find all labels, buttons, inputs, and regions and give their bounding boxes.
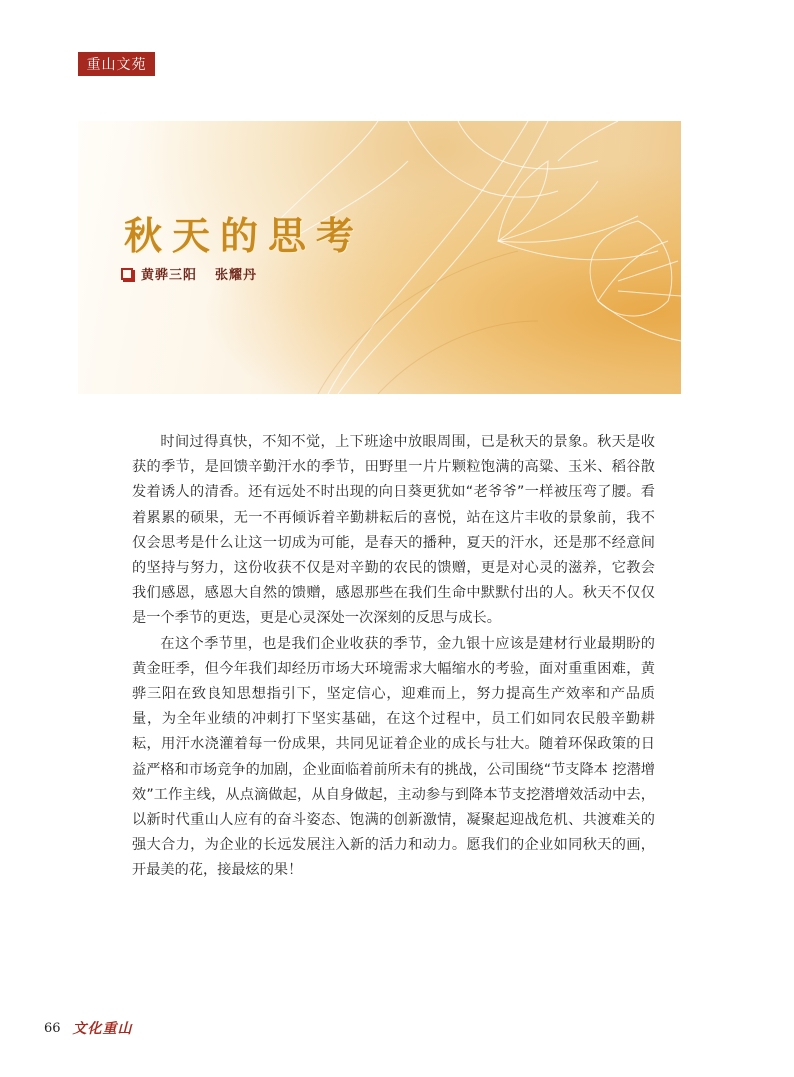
section-tag: 重山文苑 xyxy=(78,52,155,76)
paragraph: 在这个季节里，也是我们企业收获的季节，金九银十应该是建材行业最期盼的黄金旺季，但今年我们却经历市场大环境需求大幅缩水的考验，面对重重困难，黄骅三阳在致良知思想指引下，坚定信心，迎难而上，努力提高生产效率和产品质量，为全年业绩的冲刺打下坚实基础，在这个过程中，员工们如同农民般辛勤耕耘，用汗水浇灌着每一份成果，共同见证着企业的成长与壮大。随着环保政策的日益严格和市场竞争的加剧，企业面临着前所未有的挑战，公司围绕“节支降本 挖潜增效”工作主线，从点滴做起，从自身做起，主动参与到降本节支挖潜增效活动中去，以新时代重山人应有的奋斗姿态、饱满的创新激情，凝聚起迎战危机、共渡难关的强大合力，为企业的长远发展注入新的活力和动力。愿我们的企业如同秋天的画，开最美的花，接最炫的果！ xyxy=(132,635,655,879)
magazine-logo: 文化重山 xyxy=(72,1021,133,1037)
paragraph: 时间过得真快，不知不觉，上下班途中放眼周围，已是秋天的景象。秋天是收获的季节，是回馈辛勤汗水的季节，田野里一片片颗粒饱满的高粱、玉米、稻谷散发着诱人的清香。还有远处不时出现的向日葵更犹如“老爷爷”一样被压弯了腰。看着累累的硕果，无一不再倾诉着辛勤耕耘后的喜悦，站在这片丰收的景象前，我不仅会思考是什么让这一切成为可能，是春天的播种，夏天的汗水，还是那不经意间的坚持与努力，这份收获不仅是对辛勤的农民的馈赠，更是对心灵的滋养，它教会我们感恩，感恩大自然的馈赠，感恩那些在我们生命中默默付出的人。秋天不仅仅是一个季节的更迭，更是心灵深处一次深刻的反思与成长。 xyxy=(132,434,655,627)
page-footer xyxy=(44,1018,133,1038)
title-banner xyxy=(78,121,681,394)
page-number: 66 xyxy=(44,1020,61,1036)
article-title: 秋天的思考 xyxy=(124,213,365,258)
article-body xyxy=(132,430,655,884)
square-bullet-icon xyxy=(121,268,133,280)
author-company: 黄骅三阳 xyxy=(141,268,198,283)
byline xyxy=(121,264,267,283)
author-name: 张耀丹 xyxy=(215,268,258,283)
